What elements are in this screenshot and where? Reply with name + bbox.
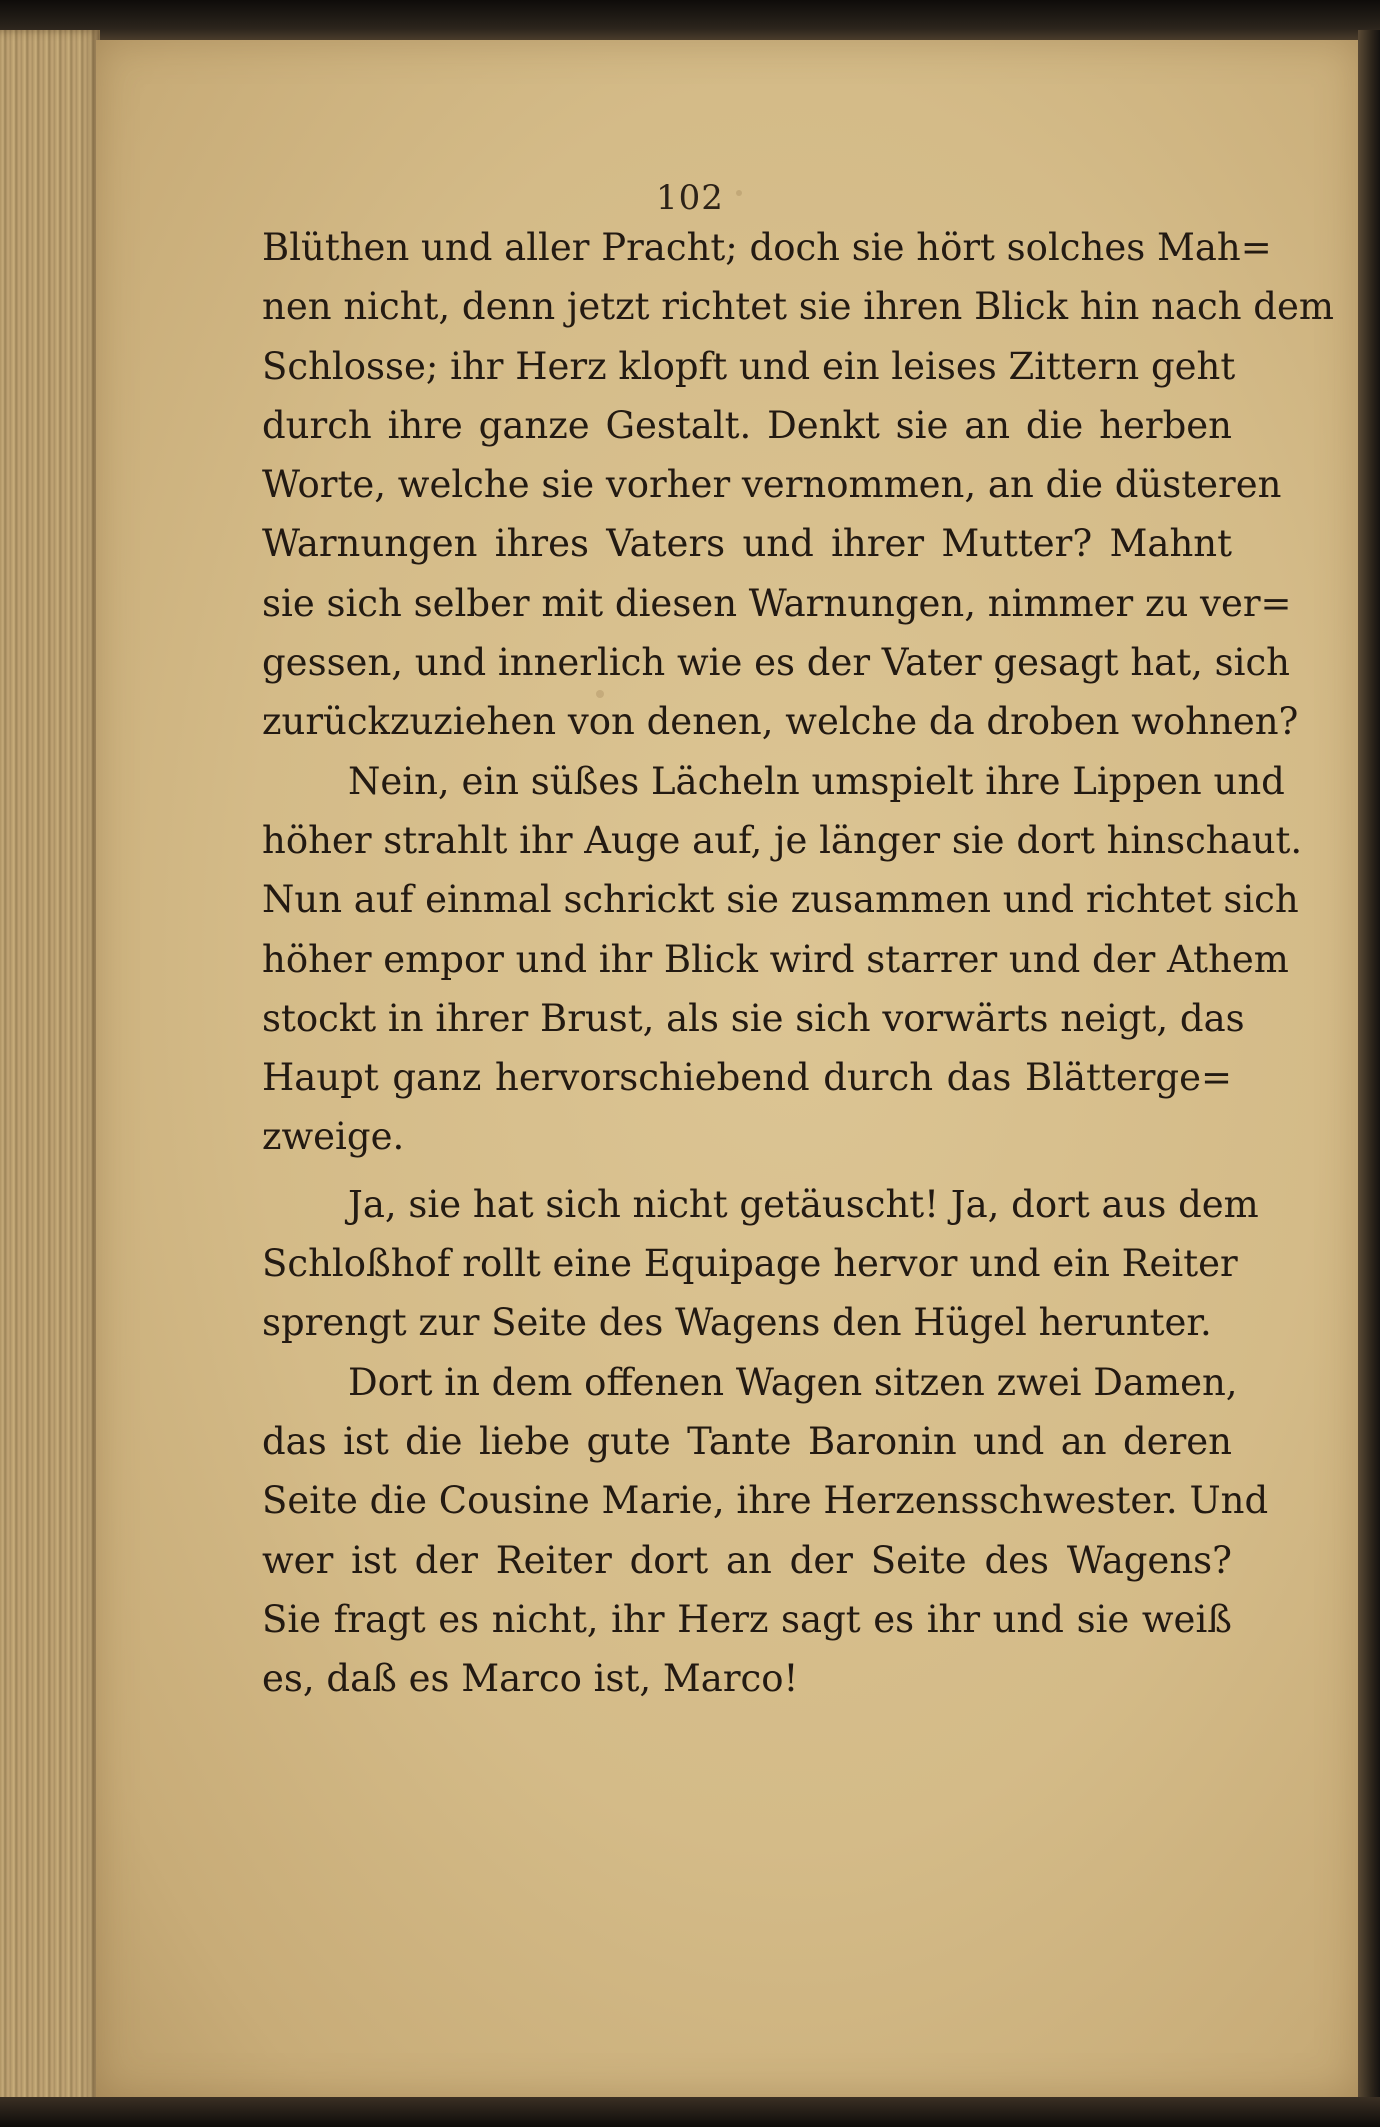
paragraph-start-line: Dort in dem offenen Wagen sitzen zwei Damen, bbox=[348, 1360, 1238, 1404]
text-line: stockt in ihrer Brust, als sie sich vorwärts neigt, das bbox=[262, 996, 1245, 1040]
top-scan-edge bbox=[0, 0, 1380, 40]
text-line: höher empor und ihr Blick wird starrer und der Athem bbox=[262, 937, 1289, 981]
paragraph-start-line: Ja, sie hat sich nicht getäuscht! Ja, dort aus dem bbox=[348, 1182, 1259, 1226]
text-line: Nun auf einmal schrickt sie zusammen und richtet sich bbox=[262, 878, 1299, 922]
text-line: Schloßhof rollt eine Equipage hervor und ein Reiter bbox=[262, 1242, 1238, 1286]
text-line: sie sich selber mit diesen Warnungen, nimmer zu ver= bbox=[262, 581, 1292, 625]
text-line: Warnungen ihres Vaters und ihrer Mutter? Mahnt bbox=[262, 522, 1232, 566]
text-line: sprengt zur Seite des Wagens den Hügel herunter. bbox=[262, 1301, 1212, 1345]
paragraph-start-line: Nein, ein süßes Lächeln umspielt ihre Lippen und bbox=[348, 759, 1285, 803]
text-line: nen nicht, denn jetzt richtet sie ihren Blick hin nach dem bbox=[262, 285, 1334, 329]
text-line: Sie fragt es nicht, ihr Herz sagt es ihr und sie weiß bbox=[262, 1597, 1232, 1641]
text-line: zurückzuziehen von denen, welche da droben wohnen? bbox=[262, 700, 1299, 744]
text-line: es, daß es Marco ist, Marco! bbox=[262, 1657, 799, 1701]
text-line: Haupt ganz hervorschiebend durch das Blätterge= bbox=[262, 1056, 1232, 1100]
right-binding-edge bbox=[1358, 30, 1380, 2110]
text-line: Seite die Cousine Marie, ihre Herzensschwester. Und bbox=[262, 1479, 1269, 1523]
bottom-scan-edge bbox=[0, 2097, 1380, 2127]
text-line: das ist die liebe gute Tante Baronin und an deren bbox=[262, 1419, 1232, 1463]
text-line: zweige. bbox=[262, 1115, 405, 1159]
text-line: gessen, und innerlich wie es der Vater gesagt hat, sich bbox=[262, 641, 1290, 685]
text-line: wer ist der Reiter dort an der Seite des Wagens? bbox=[262, 1538, 1232, 1582]
page-number: 102 bbox=[656, 178, 724, 218]
page-stack-edge bbox=[0, 30, 100, 2110]
text-line: durch ihre ganze Gestalt. Denkt sie an die herben bbox=[262, 403, 1232, 447]
text-line: Schlosse; ihr Herz klopft und ein leises Zittern geht bbox=[262, 344, 1236, 388]
text-line: Blüthen und aller Pracht; doch sie hört solches Mah= bbox=[262, 226, 1272, 269]
text-line: höher strahlt ihr Auge auf, je länger sie dort hinschaut. bbox=[262, 818, 1303, 862]
body-text bbox=[262, 218, 1334, 1708]
text-line: Worte, welche sie vorher vernommen, an die düsteren bbox=[262, 463, 1282, 507]
